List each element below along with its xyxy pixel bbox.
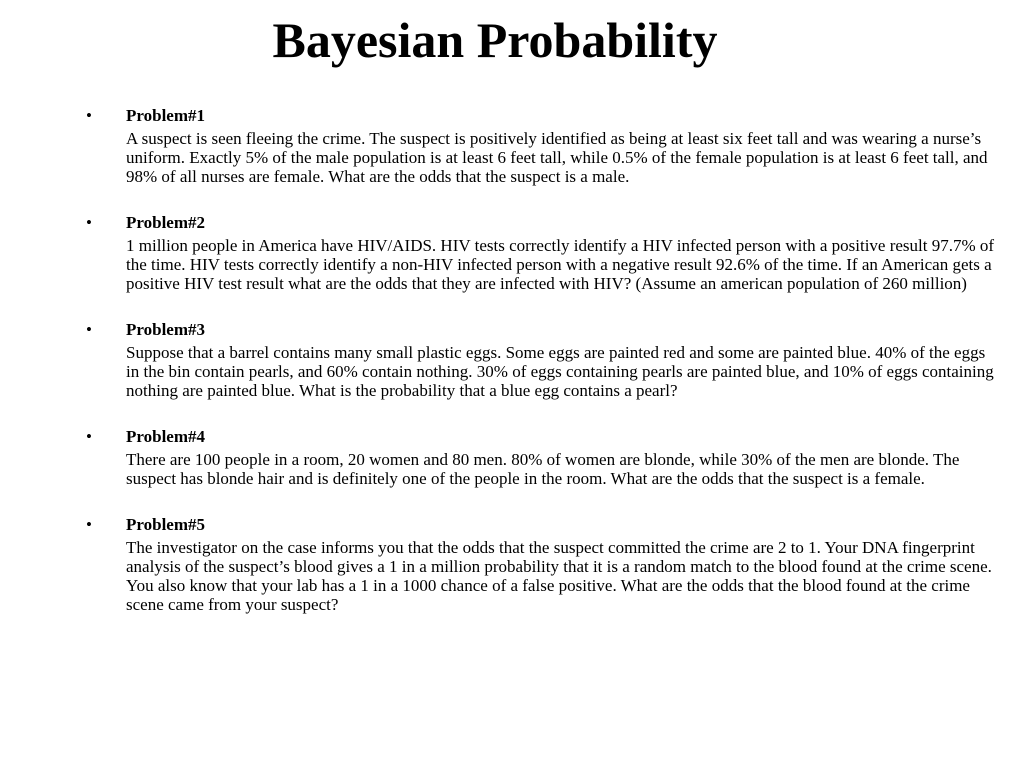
problem-text: Suppose that a barrel contains many small plastic eggs. Some eggs are painted red and some are painted blue. 40% of the eggs in the bin contain pearls, and 60% contain nothing. 30% of eggs containing pearls are painted blue, and 10% of eggs containing nothing are painted blue. What is the probability that a blue egg contains a pearl? — [126, 343, 994, 400]
bullet-icon: • — [86, 515, 92, 534]
list-item-problem-2 — [86, 211, 996, 293]
problem-heading: Problem#1 — [126, 106, 206, 125]
problem-text: 1 million people in America have HIV/AIDS. HIV tests correctly identify a HIV infected person with a positive result 97.7% of the time. HIV tests correctly identify a non-HIV infected person with a negative result 92.6% of the time. If an American gets a positive HIV test result what are the odds that they are infected with HIV? (Assume an american population of 260 million) — [126, 236, 995, 293]
problem-text: The investigator on the case informs you that the odds that the suspect committed the crime are 2 to 1. Your DNA fingerprint analysis of the suspect’s blood gives a 1 in a million probability that it is a random match to the blood found at the crime scene. You also know that your lab has a 1 in a 1000 chance of a false positive. What are the odds that the blood found at the crime scene came from your suspect? — [126, 538, 992, 614]
problem-text: A suspect is seen fleeing the crime. The suspect is positively identified as being at least six feet tall and was wearing a nurse’s uniform. Exactly 5% of the male population is at least 6 feet tall, while 0.5% of the female population is at least 6 feet tall, and 98% of all nurses are female. What are the odds that the suspect is a male. — [126, 129, 988, 186]
list-item-problem-3 — [86, 318, 996, 400]
bullet-icon: • — [86, 106, 92, 125]
bullet-icon: • — [86, 213, 92, 232]
slide-title: Bayesian Probability — [272, 12, 718, 68]
list-item-problem-1 — [86, 104, 996, 186]
problem-heading: Problem#3 — [126, 320, 206, 339]
problem-text: There are 100 people in a room, 20 women and 80 men. 80% of women are blonde, while 30% of the men are blonde. The suspect has blonde hair and is definitely one of the people in the room. What are the odds that the suspect is a female. — [126, 450, 960, 488]
list-item-problem-5 — [86, 513, 996, 614]
problem-heading: Problem#5 — [126, 515, 206, 534]
problem-list — [86, 104, 996, 639]
bullet-icon: • — [86, 320, 92, 339]
bullet-icon: • — [86, 427, 92, 446]
problem-heading: Problem#2 — [126, 213, 206, 232]
problem-heading: Problem#4 — [126, 427, 206, 446]
list-item-problem-4 — [86, 425, 996, 488]
